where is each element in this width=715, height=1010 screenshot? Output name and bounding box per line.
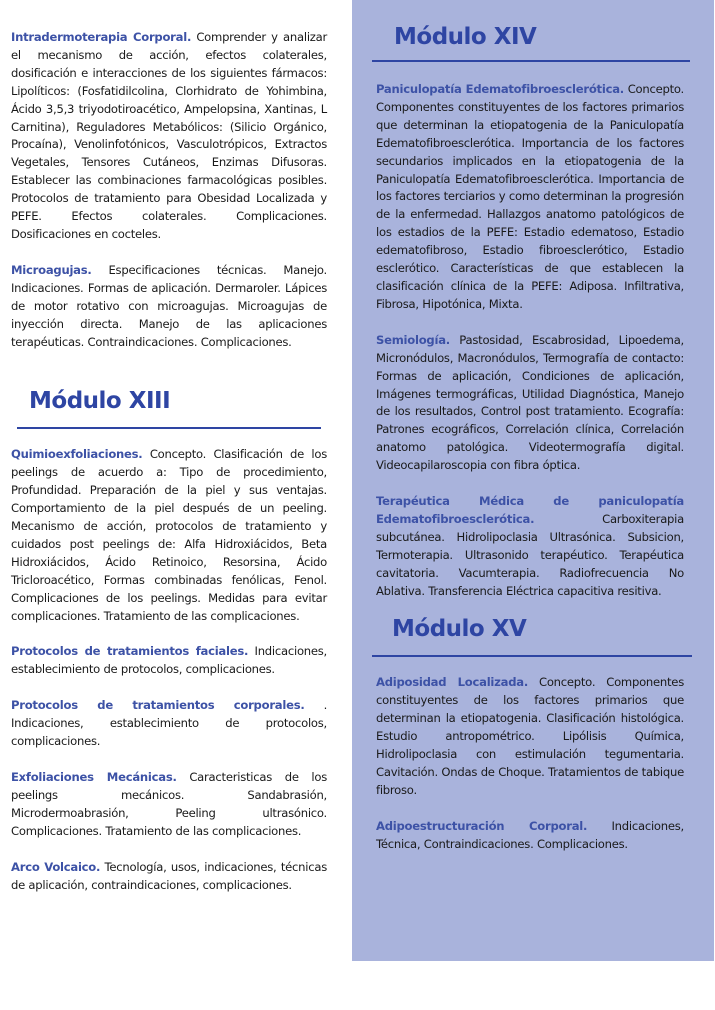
topic-paragraph bbox=[11, 29, 327, 244]
topic-text: Concepto. Componentes constituyentes de los factores primarios que determinan la etiopatogenia de la Paniculopatía Edematofibroesclerótica. Importancia de los factores secundarios implicados en la etiopatogenia de la Paniculopatía Edematofibroesclerótica. Importancia de los factores terciarios y como determinan la progresión de la enfermedad. Hallazgos anatomo patológicos de los estadios de la PEFE: Estadio edematoso, Estadio edematofibroso, Estadio fibroesclerótico, Estadio esclerótico. Características de que establecen la clasificación clínica de la PEFE: Adiposa. Infiltrativa, Fibrosa, Hipotónica, Mixta. bbox=[376, 82, 684, 311]
module-xiii-title: Módulo XIII bbox=[17, 390, 321, 429]
module-xiv-title: Módulo XIV bbox=[372, 26, 690, 62]
topic-paragraph bbox=[376, 332, 684, 475]
topic-heading: Exfoliaciones Mecánicas. bbox=[11, 770, 177, 784]
topic-paragraph bbox=[376, 81, 684, 314]
topic-paragraph bbox=[11, 643, 327, 679]
topic-text: Concepto. Componentes constituyentes de los factores primarios que determinan la etiopatogenia. Clasificación histológica. Estudio antropométrico. Lipólisis Química, Hidrolipoclasia con estimulación tegumentaria. Cavitación. Ondas de Choque. Tratamientos de tabique fibroso. bbox=[376, 675, 684, 797]
right-panel bbox=[352, 0, 714, 961]
topic-heading: Arco Volcaico. bbox=[11, 859, 101, 874]
topic-heading: Semiología. bbox=[376, 332, 450, 347]
topic-heading: Paniculopatía Edematofibroesclerótica. bbox=[376, 82, 624, 96]
topic-heading: Adiposidad Localizada. bbox=[376, 675, 528, 690]
topic-heading: Terapéutica Médica de paniculopatía Edematofibroesclerótica. bbox=[376, 494, 684, 526]
topic-heading: Protocolos de tratamientos faciales. bbox=[11, 644, 249, 659]
topic-paragraph bbox=[11, 769, 327, 841]
topic-text: . Indicaciones, establecimiento de protocolos, complicaciones. bbox=[11, 698, 327, 749]
topic-text: Concepto. Clasificación de los peelings de acuerdo a: Tipo de procedimiento, Profundidad. Preparación de la piel y sus ventajas. Comportamiento de la piel después de un peeling. Mecanismo de acción, protocolos de tratamiento y cuidados post peelings de: Alfa Hidroxiácidos, Beta Hidroxiácidos, Ácido Retinoico, Resorsina, Ácido Tricloroacético, Formas combinadas fenólicas, Fenol. Complicaciones de los peelings. Medidas para evitar complicaciones. Tratamiento de las complicaciones. bbox=[11, 447, 327, 623]
topic-heading: Protocolos de tratamientos corporales. bbox=[11, 698, 305, 713]
left-column bbox=[0, 0, 340, 912]
topic-paragraph bbox=[376, 818, 684, 854]
topic-text: Comprender y analizar el mecanismo de acción, efectos colaterales, dosificación e interacciones de los siguientes fármacos: Lipolíticos: (Fosfatidilcolina, Clorhidrato de Yohimbina, Ácido 3,5,3 triyodotiroacético, Ampelopsina, Xantinas, L Carnitina), Reguladores Metabólicos: (Silicio Orgánico, Procaína), Venolinfotónicos, Vasculotrópicos, Extractos Vegetales, Tensores Cutáneos, Enzimas Difusoras. Establecer las combinaciones farmacológicas posibles. Protocolos de tratamiento para Obesidad Localizada y PEFE. Efectos colaterales. Complicaciones. Dosificaciones en cocteles. bbox=[11, 30, 327, 241]
topic-text: Tecnología, usos, indicaciones, técnicas de aplicación, contraindicaciones, complicaciones. bbox=[11, 859, 327, 892]
topic-paragraph bbox=[11, 446, 327, 625]
topic-text: Pastosidad, Escabrosidad, Lipoedema, Micronódulos, Macronódulos, Termografía de contacto: Formas de aplicación, Condiciones de aplicación, Imágenes termográficas, Utilidad Diagnóstica, Manejo de los resultados, Control post tratamiento. Ecografía: Patrones ecográficos, Correlación clínica, Correlación anatomo patológica. Videotermografía digital. Videocapilaroscopia con fibra óptica. bbox=[376, 332, 684, 473]
topic-paragraph bbox=[376, 674, 684, 799]
topic-heading: Microagujas. bbox=[11, 262, 92, 277]
topic-text: Indicaciones, Técnica, Contraindicaciones. Complicaciones. bbox=[376, 818, 684, 851]
module-xv-title: Módulo XV bbox=[372, 618, 692, 657]
topic-heading: Intradermoterapia Corporal. bbox=[11, 30, 192, 44]
topic-text: Carboxiterapia subcutánea. Hidrolipoclasia Ultrasónica. Subsicion, Termoterapia. Ultrasonido terapéutico. Terapéutica cavitatoria. Vacumterapia. Radiofrecuencia No Ablativa. Transferencia Eléctrica capacitiva resitiva. bbox=[376, 511, 684, 598]
topic-paragraph bbox=[11, 859, 327, 895]
topic-text: Indicaciones, establecimiento de protocolos, complicaciones. bbox=[11, 644, 327, 677]
topic-paragraph bbox=[376, 493, 684, 600]
topic-heading: Quimioexfoliaciones. bbox=[11, 447, 143, 462]
topic-text: Caracteristicas de los peelings mecánicos. Sandabrasión, Microdermoabrasión, Peeling ultrasónico. Complicaciones. Tratamiento de las complicaciones. bbox=[11, 770, 328, 838]
topic-heading: Adipoestructuración Corporal. bbox=[376, 818, 588, 833]
topic-paragraph bbox=[11, 262, 327, 352]
topic-text: Especificaciones técnicas. Manejo. Indicaciones. Formas de aplicación. Dermaroler. Lápices de motor rotativo con microagujas. Microagujas de inyección directa. Manejo de las aplicaciones terapéuticas. Contraindicaciones. Complicaciones. bbox=[11, 262, 327, 349]
topic-paragraph bbox=[11, 697, 327, 751]
